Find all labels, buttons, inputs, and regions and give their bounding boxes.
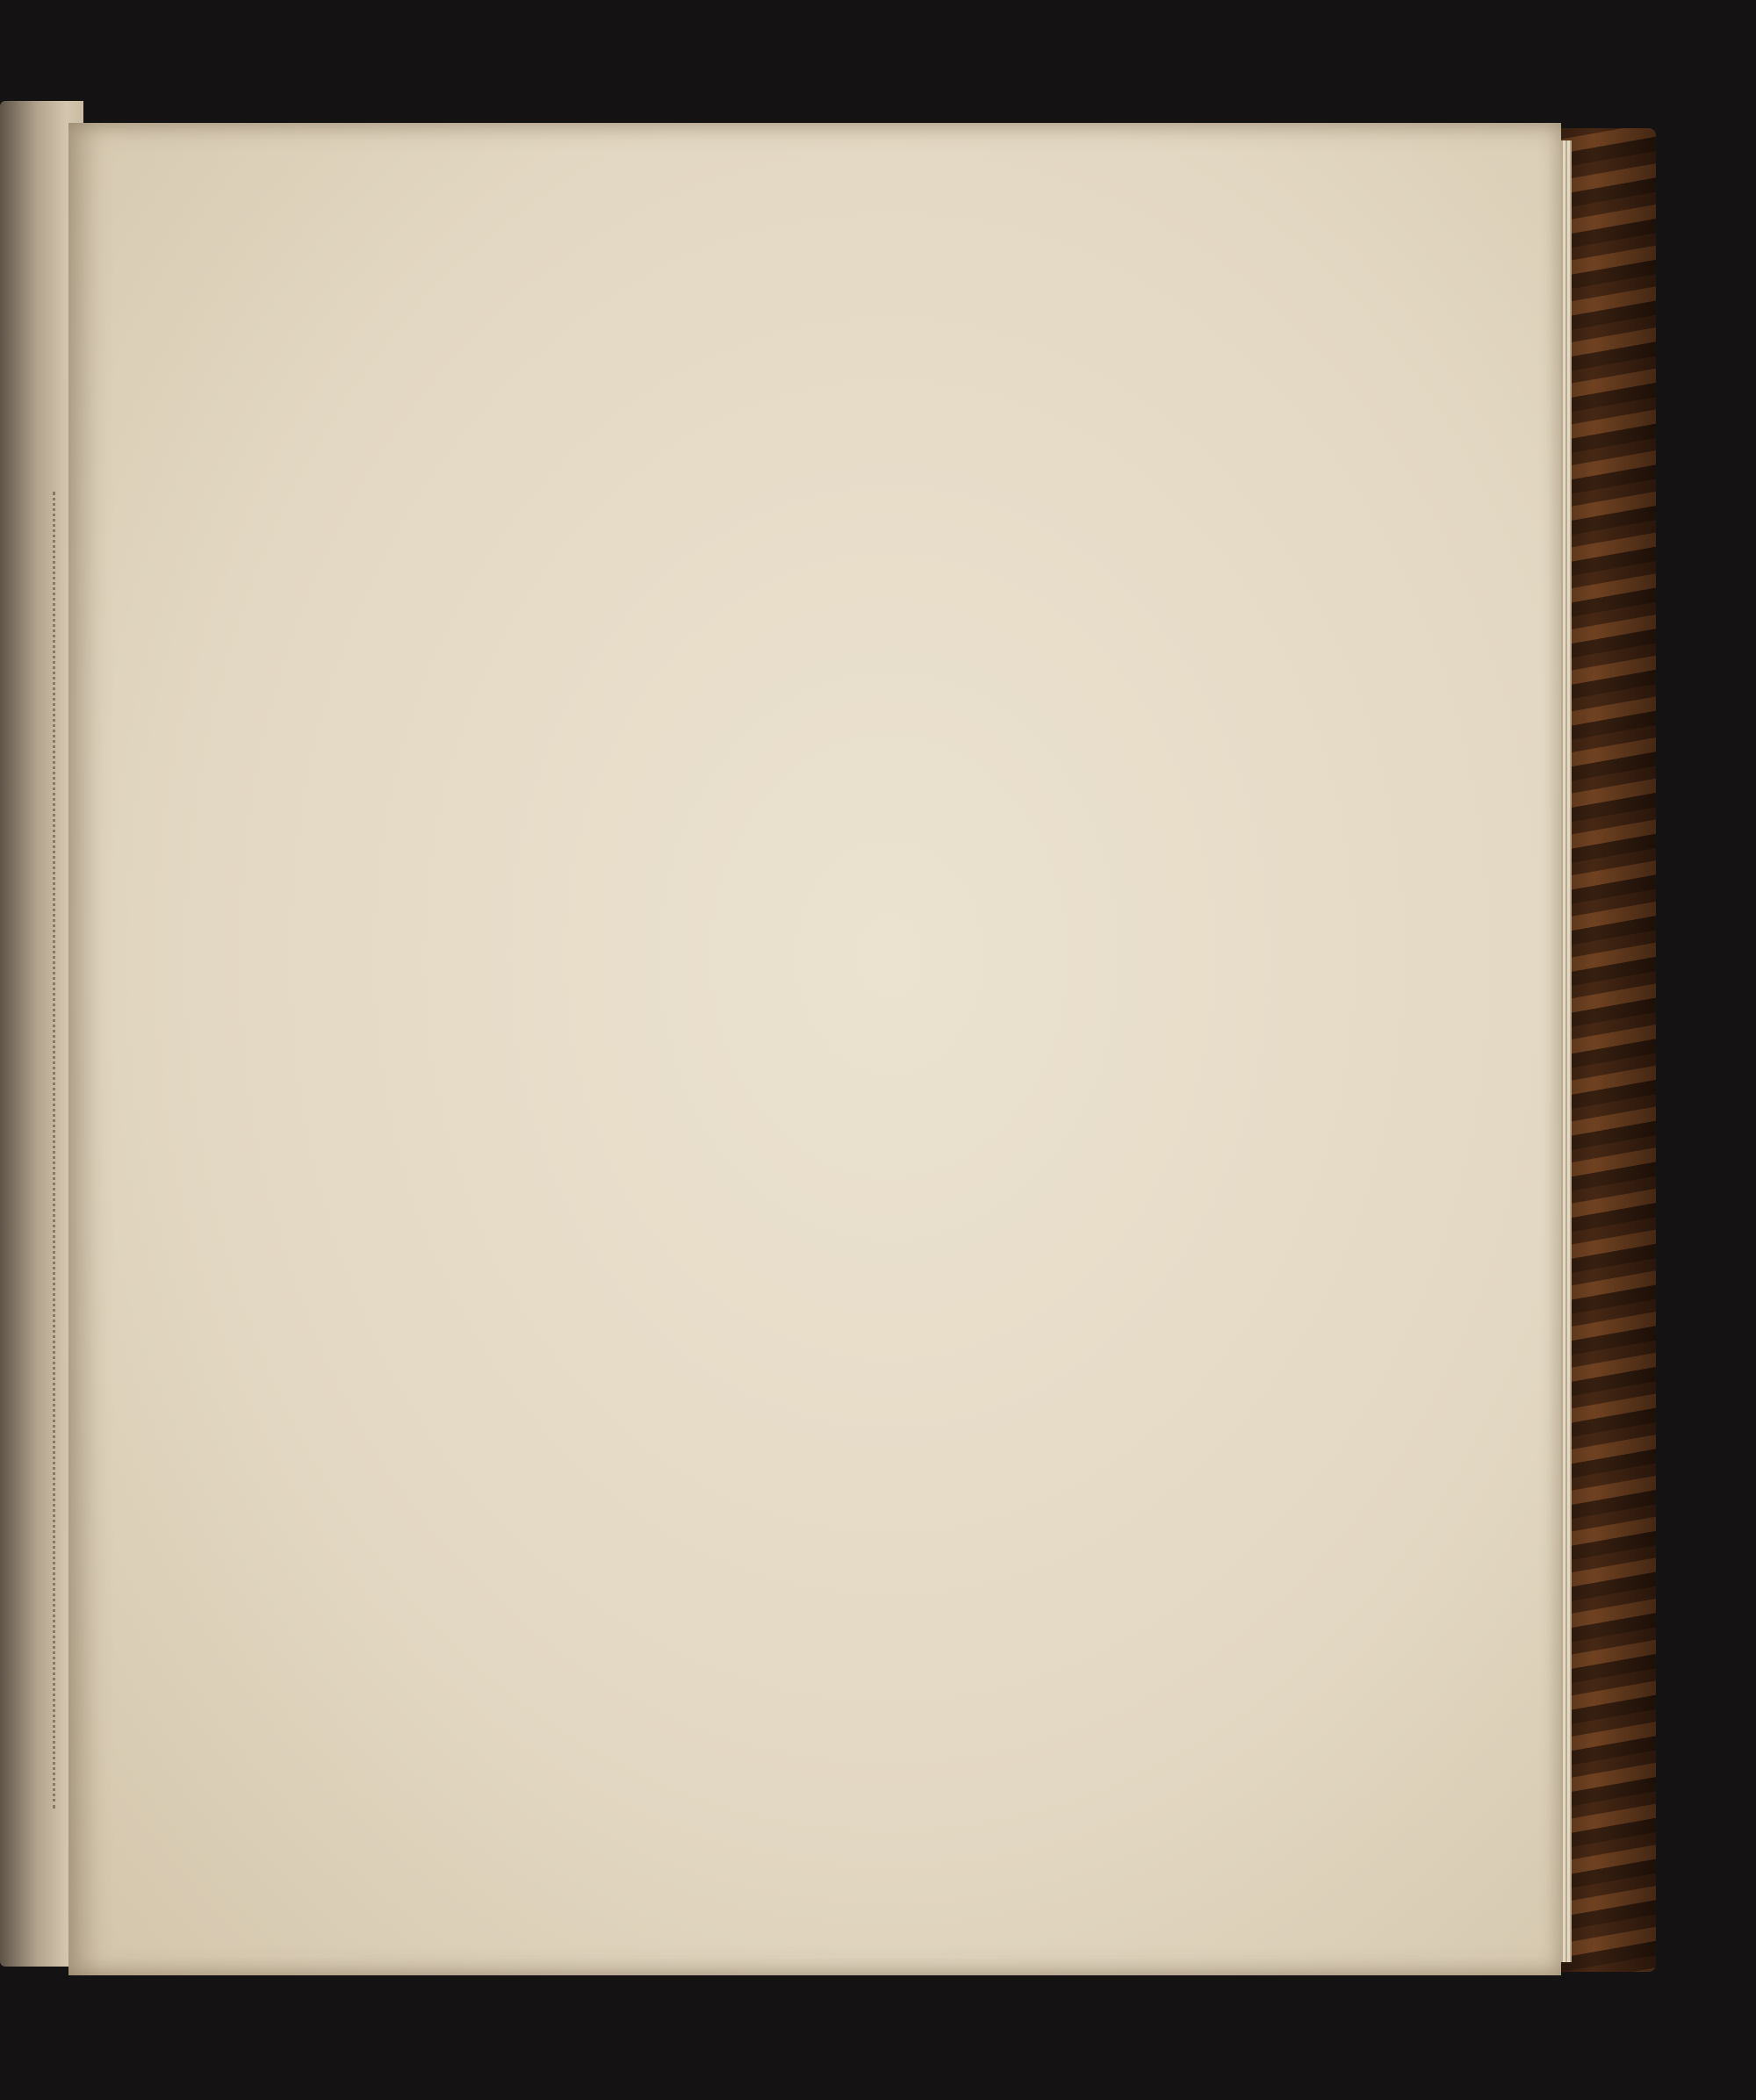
page-edge-marks xyxy=(53,492,62,1809)
book-page xyxy=(68,123,1561,1975)
printers-ornament-headpiece xyxy=(189,189,1234,373)
